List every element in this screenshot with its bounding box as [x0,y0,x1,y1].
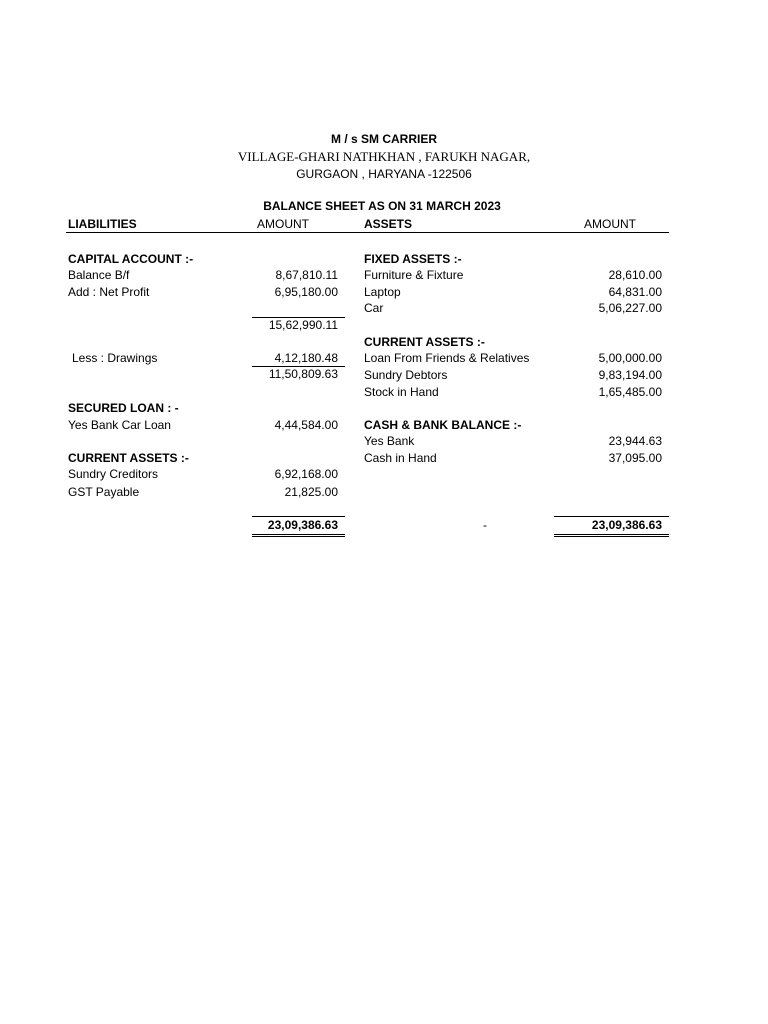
assets-header: ASSETS [364,217,413,231]
assets-grand-total: 23,09,386.63 [591,518,662,532]
cash-in-hand-label: Cash in Hand [364,451,437,465]
stock-label: Stock in Hand [364,385,439,399]
sundry-debtors-value: 9,83,194.00 [598,368,662,382]
capital-account-heading: CAPITAL ACCOUNT :- [68,252,194,266]
gst-payable-label: GST Payable [68,485,140,499]
balance-bf-value: 8,67,810.11 [275,268,338,282]
sundry-creditors-label: Sundry Creditors [68,467,159,481]
amount-header-right: AMOUNT [584,217,636,231]
left-total-top-rule [252,516,345,517]
drawings-value: 4,12,180.48 [274,351,338,365]
balance-bf-label: Balance B/f [68,268,130,282]
liabilities-header: LIABILITIES [68,217,137,231]
capital-subtotal: 15,62,990.11 [268,318,338,332]
address-line-2: GURGAON , HARYANA -122506 [296,167,472,181]
furniture-label: Furniture & Fixture [364,268,464,282]
furniture-value: 28,610.00 [608,268,662,282]
right-total-rule-1 [554,534,669,535]
car-value: 5,06,227.00 [598,301,662,315]
left-total-rule-1 [252,534,345,535]
net-profit-label: Add : Net Profit [68,285,150,299]
cash-bank-heading: CASH & BANK BALANCE :- [364,418,522,432]
car-label: Car [364,301,384,315]
car-loan-value: 4,44,584.00 [274,418,338,432]
loan-friends-value: 5,00,000.00 [598,351,662,365]
right-total-top-rule [554,516,669,517]
laptop-value: 64,831.00 [608,285,662,299]
secured-loan-heading: SECURED LOAN : - [68,401,179,415]
capital-total: 11,50,809.63 [268,367,338,381]
left-total-rule-2 [252,536,345,537]
assets-dash: - [483,518,487,532]
drawings-label: Less : Drawings [72,351,158,365]
current-assets-heading: CURRENT ASSETS :- [364,335,485,349]
address-line-1: VILLAGE-GHARI NATHKHAN , FARUKH NAGAR, [237,149,531,164]
stock-value: 1,65,485.00 [598,385,662,399]
yes-bank-value: 23,944.63 [608,434,662,448]
yes-bank-label: Yes Bank [364,434,415,448]
sundry-creditors-value: 6,92,168.00 [274,467,338,481]
firm-name: M / s SM CARRIER [330,132,437,146]
amount-header-left: AMOUNT [257,217,309,231]
header-underline [66,232,669,233]
fixed-assets-heading: FIXED ASSETS :- [364,252,462,266]
liabilities-grand-total: 23,09,386.63 [267,518,338,532]
loan-friends-label: Loan From Friends & Relatives [364,351,530,365]
current-liabilities-heading: CURRENT ASSETS :- [68,451,189,465]
right-total-rule-2 [554,536,669,537]
car-loan-label: Yes Bank Car Loan [68,418,171,432]
laptop-label: Laptop [364,285,401,299]
net-profit-value: 6,95,180.00 [274,285,338,299]
balance-sheet-title: BALANCE SHEET AS ON 31 MARCH 2023 [263,199,501,213]
sundry-debtors-label: Sundry Debtors [364,368,448,382]
gst-payable-value: 21,825.00 [284,485,338,499]
cash-in-hand-value: 37,095.00 [608,451,662,465]
